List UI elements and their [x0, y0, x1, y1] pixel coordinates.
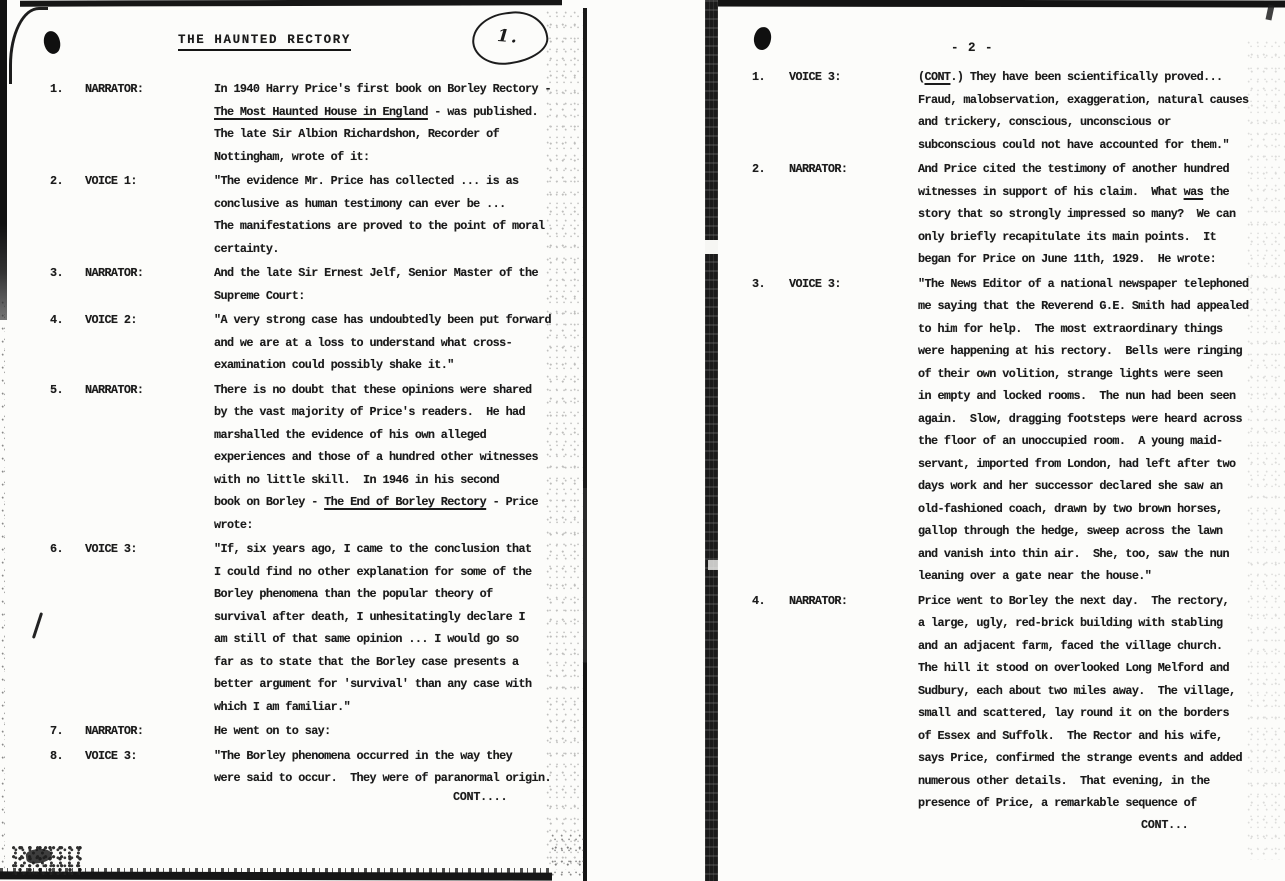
dialogue-line: again. Slow, dragging footsteps were heard across [918, 411, 1242, 426]
dialogue-line: wrote: [214, 517, 253, 532]
dialogue-line: which I am familiar." [214, 699, 351, 714]
dialogue-line: There is no doubt that these opinions were shared [214, 382, 532, 397]
dialogue-line: presence of Price, a remarkable sequence of [918, 796, 1197, 810]
dialogue-line: book on Borley - The End of Borley Rectory - Price [214, 495, 538, 509]
script-entry [48, 538, 550, 718]
script-entries [48, 78, 550, 792]
dialogue-line: certainty. [214, 241, 279, 256]
speaker-label: VOICE 3: [85, 748, 137, 763]
dialogue-line: "The evidence Mr. Price has collected ... is as [214, 174, 519, 188]
dialogue-lines [918, 273, 1252, 588]
continuation-mark: CONT.... [453, 790, 508, 804]
dialogue-line: subconscious could not have accounted for them." [918, 137, 1230, 152]
script-entry [48, 78, 550, 168]
dialogue-line: He went on to say: [214, 724, 331, 738]
dialogue-line: began for Price on June 11th, 1929. He wrote: [918, 252, 1217, 266]
scan-right-page-binding-edge [705, 0, 718, 881]
entry-number: 3. [752, 276, 765, 291]
scan-binding-edge-gap [705, 240, 718, 254]
dialogue-lines [214, 379, 550, 537]
dialogue-line: "The Borley phenomena occurred in the way they [214, 748, 513, 763]
entry-number: 4. [752, 593, 765, 608]
scan-binding-edge-gap [708, 560, 718, 570]
dialogue-lines [214, 170, 550, 260]
dialogue-line: days work and her successor declared she saw an [918, 479, 1223, 493]
dialogue-line: Sudbury, each about two miles away. The village, [918, 683, 1236, 698]
script-entry [750, 66, 1252, 156]
entry-number: 5. [50, 382, 63, 397]
dialogue-lines [214, 538, 550, 718]
scan-bottom-right-speckle [550, 833, 584, 879]
dialogue-line: (CONT.) They have been scientifically proved... [918, 70, 1223, 84]
pen-stroke-mark [32, 612, 43, 639]
dialogue-line: Supreme Court: [214, 288, 305, 303]
script-entry [750, 273, 1252, 588]
dialogue-line: marshalled the evidence of his own alleged [214, 427, 487, 442]
dialogue-line: servant, imported from London, had left after two [918, 456, 1236, 471]
page-number-handwritten: 1. [496, 25, 520, 48]
scan-top-right-tick [1266, 5, 1275, 21]
page-number: - 2 - [951, 41, 994, 55]
entry-number: 4. [50, 313, 63, 327]
dialogue-line: numerous other details. That evening, in the [918, 773, 1210, 788]
script-entry [48, 720, 550, 743]
dialogue-line: were said to occur. They were of paranormal origin. [214, 771, 551, 785]
dialogue-line: Nottingham, wrote of it: [214, 149, 370, 164]
dialogue-line: me saying that the Reverend G.E. Smith had appealed [918, 299, 1249, 313]
dialogue-line: conclusive as human testimony can ever be ... [214, 196, 506, 211]
scan-top-edge-left-page [20, 0, 562, 7]
speaker-label: NARRATOR: [85, 82, 144, 96]
dialogue-line: And Price cited the testimony of another hundred [918, 162, 1230, 176]
dialogue-line: of Essex and Suffolk. The Rector and his wife, [918, 728, 1223, 743]
dialogue-line: small and scattered, lay round it on the borders [918, 706, 1230, 720]
speaker-label: VOICE 3: [85, 542, 137, 556]
dialogue-line: says Price, confirmed the strange events and added [918, 751, 1242, 765]
dialogue-line: and we are at a loss to understand what cross- [214, 335, 513, 350]
dialogue-line: witnesses in support of his claim. What was the [918, 184, 1230, 199]
dialogue-lines [214, 78, 551, 168]
dialogue-lines [918, 590, 1252, 815]
dialogue-line: "The News Editor of a national newspaper telephoned [918, 276, 1249, 291]
script-entry [48, 379, 550, 537]
dialogue-line: survival after death, I unhesitatingly declare I [214, 609, 526, 624]
script-entry [750, 158, 1252, 271]
dialogue-line: The Most Haunted House in England - was published. [214, 104, 538, 119]
scan-left-edge-band [0, 0, 7, 320]
script-entry [48, 309, 550, 377]
dialogue-lines [214, 745, 551, 790]
dialogue-line: with no little skill. In 1946 in his second [214, 472, 500, 487]
dialogue-line: Borley phenomena than the popular theory of [214, 587, 493, 601]
dialogue-lines [214, 262, 550, 307]
continuation-mark: CONT... [1141, 818, 1189, 832]
script-entry [48, 170, 550, 260]
scan-left-edge-speckle [0, 300, 5, 881]
dialogue-line: story that so strongly impressed so many? We can [918, 207, 1236, 221]
speaker-label: NARRATOR: [789, 162, 848, 176]
dialogue-line: in empty and locked rooms. The nun had been seen [918, 389, 1236, 403]
scan-top-edge-right-page [706, 0, 1285, 8]
dialogue-lines [918, 158, 1252, 271]
entry-number: 2. [752, 162, 765, 176]
dialogue-line: And the late Sir Ernest Jelf, Senior Master of the [214, 266, 538, 280]
dialogue-line: In 1940 Harry Price's first book on Borley Rectory - [214, 82, 551, 96]
document-title: THE HAUNTED RECTORY [178, 32, 351, 51]
dialogue-lines [918, 66, 1252, 156]
dialogue-line: The late Sir Albion Richardshon, Recorder of [214, 127, 500, 141]
dialogue-line: old-fashioned coach, drawn by two brown horses, [918, 501, 1223, 516]
dialogue-line: of their own volition, strange lights were seen [918, 366, 1223, 381]
dialogue-line: am still of that same opinion ... I would go so [214, 632, 519, 646]
scan-left-page-right-edge-line [583, 8, 587, 881]
dialogue-line: and vanish into thin air. She, too, saw the nun [918, 546, 1230, 561]
dialogue-line: and an adjacent farm, faced the village church. [918, 638, 1223, 653]
scan-corner-curve-mark [9, 7, 48, 84]
dialogue-line: gallop through the hedge, sweep across the lawn [918, 524, 1223, 538]
entry-number: 1. [50, 82, 63, 96]
speaker-label: VOICE 3: [789, 276, 841, 291]
entry-number: 2. [50, 174, 63, 188]
dialogue-line: Fraud, malobservation, exaggeration, natural causes [918, 92, 1249, 107]
speaker-label: NARRATOR: [789, 593, 848, 608]
speaker-label: VOICE 2: [85, 313, 137, 327]
speaker-label: VOICE 3: [789, 70, 841, 84]
dialogue-line: I could find no other explanation for some of the [214, 564, 532, 579]
dialogue-line: only briefly recapitulate its main points. It [918, 229, 1217, 244]
script-entry [48, 262, 550, 307]
dialogue-line: by the vast majority of Price's readers. He had [214, 405, 526, 419]
dialogue-line: the floor of an unoccupied room. A young maid- [918, 434, 1223, 448]
dialogue-line: far as to state that the Borley case presents a [214, 654, 519, 669]
dialogue-line: The hill it stood on overlooked Long Melford and [918, 661, 1230, 675]
entry-number: 6. [50, 542, 63, 556]
dialogue-line: Price went to Borley the next day. The rectory, [918, 593, 1230, 608]
speaker-label: NARRATOR: [85, 266, 144, 280]
dialogue-line: were happening at his rectory. Bells were ringing [918, 344, 1242, 358]
dialogue-line: better argument for 'survival' than any case with [214, 677, 532, 691]
speaker-label: NARRATOR: [85, 382, 144, 397]
script-entry [750, 590, 1252, 815]
dialogue-line: examination could possibly shake it." [214, 358, 454, 372]
dialogue-line: "If, six years ago, I came to the conclusion that [214, 542, 532, 556]
dialogue-line: The manifestations are proved to the point of moral [214, 219, 545, 233]
dialogue-line: experiences and those of a hundred other witnesses [214, 450, 538, 464]
script-page-1 [48, 25, 551, 873]
entry-number: 3. [50, 266, 63, 280]
dialogue-line: "A very strong case has undoubtedly been put forward [214, 313, 551, 327]
speaker-label: NARRATOR: [85, 724, 144, 738]
dialogue-lines [214, 309, 551, 377]
entry-number: 1. [752, 70, 765, 84]
dialogue-lines [214, 720, 550, 743]
script-entry [48, 745, 550, 790]
entry-number: 8. [50, 748, 63, 763]
dialogue-line: and trickery, conscious, unconscious or [918, 115, 1171, 129]
dialogue-line: leaning over a gate near the house." [918, 569, 1152, 583]
entry-number: 7. [50, 724, 63, 738]
speaker-label: VOICE 1: [85, 174, 137, 188]
scan-right-page-binding-texture [705, 0, 718, 881]
script-entries [750, 66, 1252, 817]
script-page-2 [750, 36, 1252, 876]
dialogue-line: to him for help. The most extraordinary things [918, 321, 1223, 336]
dialogue-line: a large, ugly, red-brick building with stabling [918, 616, 1223, 630]
